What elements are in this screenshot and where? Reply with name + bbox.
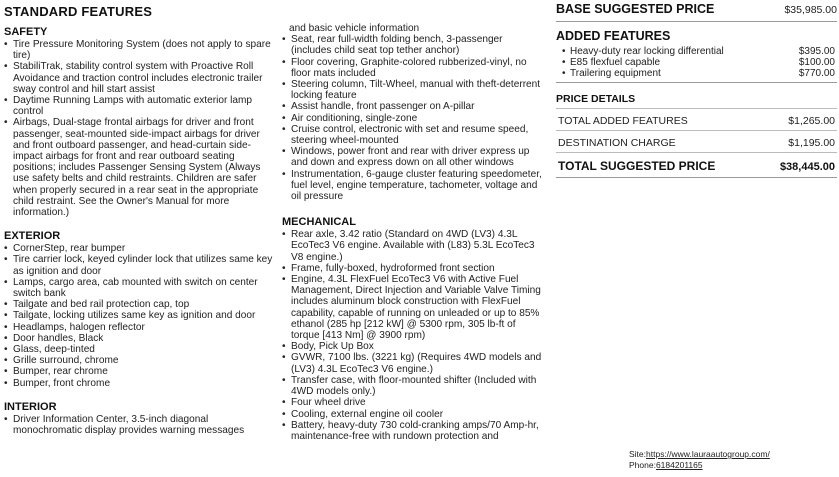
added-feature-price: $770.00 bbox=[798, 68, 835, 79]
list-item: • Tailgate and bed rail protection cap, top bbox=[4, 299, 276, 310]
added-feature-label: • Heavy-duty rear locking differential bbox=[562, 46, 724, 57]
list-item: • Assist handle, front passenger on A-pillar bbox=[282, 101, 544, 112]
phone-line bbox=[629, 460, 770, 471]
list-item: • Glass, deep-tinted bbox=[4, 344, 276, 355]
pricing-column bbox=[556, 0, 837, 178]
list-item: • GVWR, 7100 lbs. (3221 kg) (Requires 4WD models and (LV3) 4.3L EcoTec3 V6 engine.) bbox=[282, 352, 544, 374]
list-item: • Frame, fully-boxed, hydroformed front section bbox=[282, 263, 544, 274]
interior-continued-text: and basic vehicle information bbox=[289, 23, 420, 34]
list-item: • Tire Pressure Monitoring System (does not apply to spare tire) bbox=[4, 39, 276, 61]
list-item: • Daytime Running Lamps with automatic exterior lamp control bbox=[4, 95, 276, 117]
added-feature-price: $395.00 bbox=[798, 46, 835, 57]
list-item: • Tire carrier lock, keyed cylinder lock that utilizes same key as ignition and door bbox=[4, 254, 276, 276]
site-link[interactable]: https://www.lauraautogroup.com/ bbox=[646, 449, 770, 459]
list-item: • Door handles, Black bbox=[4, 333, 276, 344]
list-item: • Four wheel drive bbox=[282, 397, 544, 408]
features-column-1 bbox=[4, 0, 276, 436]
list-item: • Body, Pick Up Box bbox=[282, 341, 544, 352]
destination-row bbox=[556, 131, 837, 153]
list-item: • Seat, rear full-width folding bench, 3-passenger (includes child seat top tether anchor) bbox=[282, 34, 544, 56]
list-item: • CornerStep, rear bumper bbox=[4, 243, 276, 254]
interior-list-continued bbox=[282, 34, 544, 202]
phone-label: Phone: bbox=[629, 460, 656, 470]
list-item: • Headlamps, halogen reflector bbox=[4, 322, 276, 333]
mechanical-list bbox=[282, 229, 544, 442]
list-item bbox=[562, 68, 837, 79]
interior-list bbox=[4, 414, 276, 436]
list-item: • StabiliTrak, stability control system with Proactive Roll Avoidance and traction control includes electronic trailer sway control and hill start assist bbox=[4, 61, 276, 95]
list-item: • Battery, heavy-duty 730 cold-cranking amps/70 Amp-hr, maintenance-free with rundown protection and bbox=[282, 420, 544, 442]
total-added-label: TOTAL ADDED FEATURES bbox=[558, 115, 688, 127]
added-feature-price: $100.00 bbox=[798, 57, 835, 68]
list-item bbox=[562, 57, 837, 68]
list-item: • Cooling, external engine oil cooler bbox=[282, 409, 544, 420]
list-item bbox=[562, 46, 837, 57]
list-item: • Air conditioning, single-zone bbox=[282, 113, 544, 124]
list-item: • Bumper, rear chrome bbox=[4, 366, 276, 377]
safety-list bbox=[4, 39, 276, 218]
destination-value: $1,195.00 bbox=[788, 137, 835, 149]
site-label: Site: bbox=[629, 449, 647, 459]
interior-heading: INTERIOR bbox=[4, 400, 57, 413]
exterior-heading: EXTERIOR bbox=[4, 230, 61, 243]
list-item: • Floor covering, Graphite-colored rubberized-vinyl, no floor mats included bbox=[282, 57, 544, 79]
total-price-label: TOTAL SUGGESTED PRICE bbox=[558, 159, 716, 173]
safety-heading: SAFETY bbox=[4, 26, 48, 38]
features-column-2 bbox=[282, 0, 544, 442]
list-item: • Lamps, cargo area, cab mounted with switch on center switch bank bbox=[4, 277, 276, 299]
list-item: • Airbags, Dual-stage frontal airbags for driver and front passenger, seat-mounted side-impact airbags for driver and front outboard passenger, and head-curtain side-impact airbags for front and rear outboard seating positions; includes Passenger Sensing System (Always use safety belts and child restraints. Children are safer when properly secured in a rear seat in the appropriate child restraint. See the Owner's Manual for more information.) bbox=[4, 117, 276, 218]
total-price-row bbox=[556, 153, 837, 176]
base-price-value: $35,985.00 bbox=[784, 4, 837, 16]
dealer-contact bbox=[629, 449, 770, 471]
added-feature-label: • Trailering equipment bbox=[562, 68, 661, 79]
price-details-heading: PRICE DETAILS bbox=[556, 93, 636, 105]
list-item: • Steering column, Tilt-Wheel, manual with theft-deterrent locking feature bbox=[282, 79, 544, 101]
added-features-list bbox=[556, 46, 837, 79]
base-price-label: BASE SUGGESTED PRICE bbox=[556, 2, 715, 16]
list-item: • Grille surround, chrome bbox=[4, 355, 276, 366]
page-title: STANDARD FEATURES bbox=[4, 4, 153, 19]
list-item: • Transfer case, with floor-mounted shifter (Included with 4WD models only.) bbox=[282, 375, 544, 397]
list-item: • Bumper, front chrome bbox=[4, 378, 276, 389]
list-item: • Instrumentation, 6-gauge cluster featuring speedometer, fuel level, engine temperature, tachometer, voltage and oil pressure bbox=[282, 169, 544, 203]
phone-link[interactable]: 6184201165 bbox=[655, 460, 703, 470]
list-item: • Driver Information Center, 3.5-inch diagonal monochromatic display provides warning messages bbox=[4, 414, 276, 436]
destination-label: DESTINATION CHARGE bbox=[558, 137, 676, 149]
total-added-row bbox=[556, 108, 837, 131]
list-item: • Windows, power front and rear with driver express up and down and express down on all other windows bbox=[282, 146, 544, 168]
total-price-value: $38,445.00 bbox=[779, 161, 835, 173]
total-added-value: $1,265.00 bbox=[788, 115, 835, 127]
mechanical-heading: MECHANICAL bbox=[282, 216, 356, 229]
list-item: • Tailgate, locking utilizes same key as ignition and door bbox=[4, 310, 276, 321]
list-item: • Rear axle, 3.42 ratio (Standard on 4WD (LV3) 4.3L EcoTec3 V6 engine. Available with (L83) 5.3L EcoTec3 V8 engine.) bbox=[282, 229, 544, 263]
list-item: • Engine, 4.3L FlexFuel EcoTec3 V6 with Active Fuel Management, Direct Injection and Variable Valve Timing includes aluminum block construction with FlexFuel capability, capable of running on unleaded or up to 85% ethanol (285 hp [212 kW] @ 5300 rpm, 305 lb-ft of torque [413 Nm] @ 3900 rpm) bbox=[282, 274, 544, 341]
added-feature-label: • E85 flexfuel capable bbox=[562, 57, 660, 68]
list-item: • Cruise control, electronic with set and resume speed, steering wheel-mounted bbox=[282, 124, 544, 146]
added-features-heading: ADDED FEATURES bbox=[556, 29, 671, 43]
exterior-list bbox=[4, 243, 276, 389]
base-price-row bbox=[556, 2, 837, 16]
site-line bbox=[629, 449, 770, 460]
